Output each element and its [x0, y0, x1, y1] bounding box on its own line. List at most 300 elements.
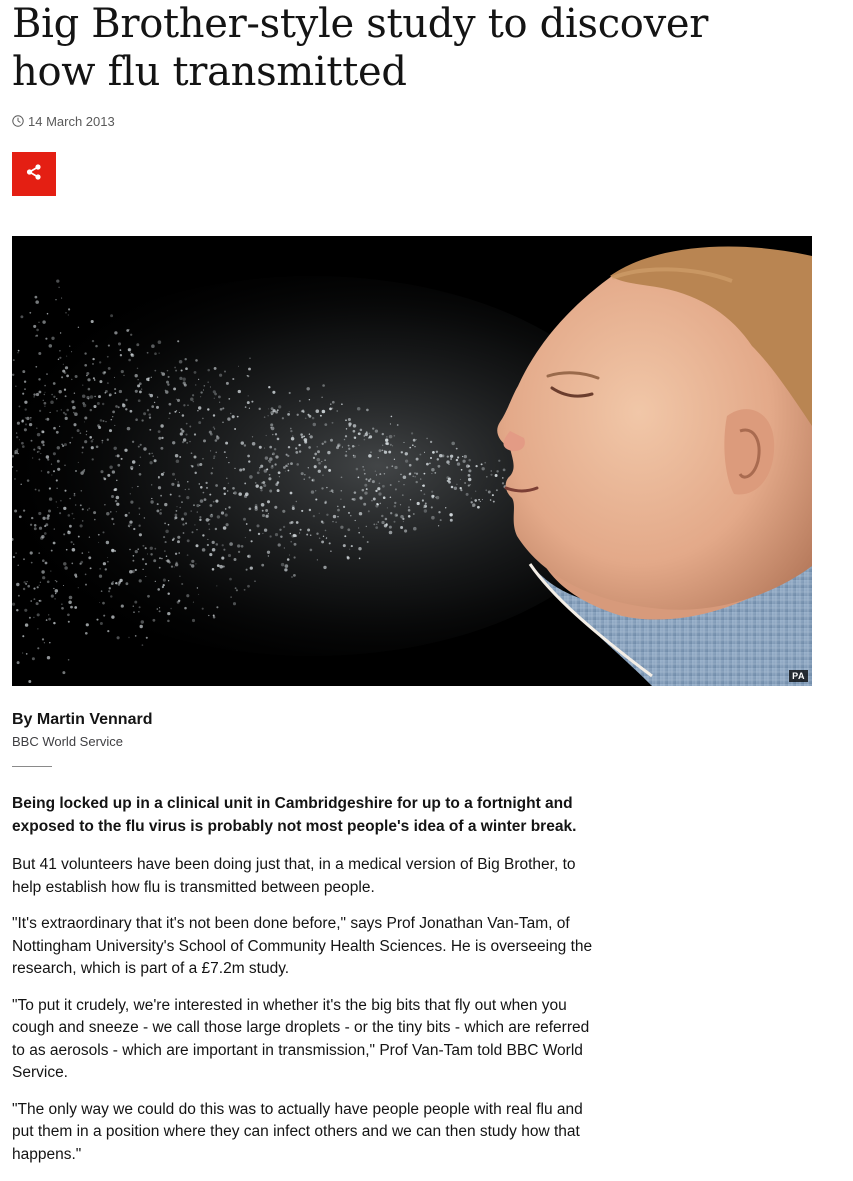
droplet: [245, 406, 247, 408]
droplet: [315, 498, 317, 500]
droplet: [261, 482, 262, 483]
image-credit: PA: [789, 670, 808, 682]
droplet: [68, 514, 71, 517]
droplet: [378, 492, 381, 495]
droplet: [69, 498, 71, 500]
droplet: [372, 480, 375, 483]
droplet: [41, 470, 42, 471]
droplet: [207, 381, 209, 383]
droplet: [92, 340, 94, 342]
droplet: [44, 402, 47, 405]
droplet: [395, 514, 398, 517]
droplet: [424, 493, 426, 495]
droplet: [215, 439, 218, 442]
droplet: [413, 439, 416, 442]
droplet: [250, 566, 253, 569]
droplet: [87, 378, 90, 381]
droplet: [150, 394, 153, 397]
droplet: [133, 528, 135, 530]
droplet: [264, 416, 266, 418]
droplet: [159, 607, 160, 608]
droplet: [64, 566, 68, 570]
droplet: [373, 498, 376, 501]
droplet: [413, 513, 415, 515]
droplet: [142, 558, 144, 560]
droplet: [375, 526, 378, 529]
droplet: [340, 499, 341, 500]
droplet: [99, 380, 102, 383]
droplet: [246, 523, 248, 525]
droplet: [197, 410, 198, 411]
droplet: [80, 471, 83, 474]
droplet: [343, 506, 345, 508]
droplet: [135, 550, 138, 553]
droplet: [496, 489, 498, 491]
droplet: [14, 510, 17, 513]
droplet: [412, 444, 414, 446]
droplet: [137, 384, 140, 387]
droplet: [376, 524, 378, 526]
droplet: [80, 524, 83, 527]
droplet: [19, 515, 22, 518]
droplet: [115, 500, 117, 502]
droplet: [194, 524, 195, 525]
droplet: [71, 437, 73, 439]
droplet: [247, 555, 250, 558]
droplet: [137, 486, 138, 487]
droplet: [146, 637, 148, 639]
droplet: [232, 378, 234, 380]
droplet: [37, 446, 40, 449]
droplet: [145, 576, 146, 577]
droplet: [285, 471, 286, 472]
droplet: [161, 473, 164, 476]
droplet: [265, 509, 268, 512]
droplet: [149, 417, 151, 419]
droplet: [175, 563, 178, 566]
droplet: [49, 344, 53, 348]
droplet: [147, 595, 150, 598]
droplet: [317, 446, 318, 447]
droplet: [238, 492, 242, 496]
droplet: [358, 547, 361, 550]
droplet: [413, 476, 414, 477]
droplet: [175, 479, 176, 480]
droplet: [324, 423, 327, 426]
droplet: [178, 495, 180, 497]
droplet: [471, 497, 472, 498]
droplet: [416, 458, 419, 461]
droplet: [438, 465, 441, 468]
droplet: [160, 495, 162, 497]
droplet: [408, 506, 410, 508]
droplet: [164, 551, 165, 552]
droplet: [370, 478, 372, 480]
droplet: [384, 473, 385, 474]
droplet: [114, 331, 117, 334]
droplet: [49, 642, 51, 644]
droplet: [353, 424, 356, 427]
droplet: [298, 444, 300, 446]
droplet: [271, 413, 273, 415]
droplet: [215, 484, 218, 487]
droplet: [332, 492, 333, 493]
droplet: [468, 474, 471, 477]
droplet: [13, 359, 15, 361]
droplet: [53, 396, 55, 398]
droplet: [31, 517, 33, 519]
droplet: [212, 548, 216, 552]
droplet: [291, 576, 293, 578]
droplet: [91, 320, 94, 323]
droplet: [130, 501, 133, 504]
droplet: [44, 385, 46, 387]
droplet: [129, 549, 130, 550]
droplet: [47, 580, 50, 583]
droplet: [321, 397, 322, 398]
droplet: [44, 532, 47, 535]
droplet: [326, 514, 328, 516]
droplet: [503, 469, 506, 472]
droplet: [42, 638, 44, 640]
droplet: [55, 299, 56, 300]
droplet: [403, 476, 407, 480]
droplet: [41, 440, 44, 443]
droplet: [332, 422, 334, 424]
droplet: [29, 423, 32, 426]
droplet: [68, 621, 70, 623]
droplet: [309, 433, 310, 434]
droplet: [315, 490, 316, 491]
droplet: [132, 441, 134, 443]
droplet: [186, 496, 189, 499]
droplet: [194, 472, 196, 474]
droplet: [31, 440, 33, 442]
droplet: [141, 419, 143, 421]
droplet: [61, 603, 62, 604]
droplet: [162, 586, 164, 588]
droplet: [96, 445, 99, 448]
droplet: [468, 459, 471, 462]
droplet: [149, 429, 151, 431]
droplet: [308, 446, 311, 449]
droplet: [102, 531, 104, 533]
droplet: [167, 592, 169, 594]
droplet: [129, 524, 130, 525]
droplet: [198, 421, 201, 424]
droplet: [477, 506, 480, 509]
droplet: [115, 455, 116, 456]
droplet: [29, 617, 31, 619]
droplet: [314, 465, 317, 468]
droplet: [82, 520, 84, 522]
droplet: [40, 453, 41, 454]
droplet: [54, 528, 55, 529]
droplet: [184, 607, 187, 610]
droplet: [24, 381, 26, 383]
droplet: [326, 487, 327, 488]
droplet: [172, 473, 175, 476]
droplet: [112, 411, 115, 414]
droplet: [475, 501, 476, 502]
droplet: [163, 472, 165, 474]
droplet: [111, 518, 113, 520]
droplet: [68, 530, 70, 532]
droplet: [136, 343, 139, 346]
droplet: [36, 602, 39, 605]
droplet: [274, 506, 277, 509]
droplet: [323, 566, 326, 569]
droplet: [203, 389, 204, 390]
droplet: [128, 525, 130, 527]
droplet: [270, 423, 273, 426]
droplet: [175, 370, 177, 372]
droplet: [297, 414, 299, 416]
droplet: [209, 519, 210, 520]
share-button[interactable]: [12, 152, 56, 196]
droplet: [73, 518, 74, 519]
droplet: [182, 377, 185, 380]
droplet: [48, 614, 49, 615]
droplet: [157, 608, 159, 610]
droplet: [471, 501, 473, 503]
droplet: [379, 449, 382, 452]
droplet: [53, 470, 55, 472]
droplet: [115, 405, 118, 408]
droplet: [163, 579, 166, 582]
droplet: [40, 582, 41, 583]
droplet: [95, 345, 98, 348]
droplet: [431, 506, 433, 508]
droplet: [49, 487, 51, 489]
droplet: [364, 439, 366, 441]
droplet: [39, 527, 42, 530]
droplet: [18, 595, 20, 597]
droplet: [478, 499, 480, 501]
droplet: [394, 435, 396, 437]
droplet: [91, 440, 94, 443]
droplet: [466, 493, 469, 496]
droplet: [379, 482, 381, 484]
droplet: [130, 334, 132, 336]
droplet: [462, 460, 465, 463]
droplet: [329, 491, 330, 492]
droplet: [329, 542, 331, 544]
droplet: [181, 369, 183, 371]
droplet: [307, 529, 310, 532]
droplet: [197, 511, 198, 512]
droplet: [348, 512, 350, 514]
droplet: [202, 534, 204, 536]
droplet: [109, 393, 112, 396]
droplet: [445, 507, 446, 508]
body-paragraph: "It's extraordinary that it's not been done before," says Prof Jonathan Van-Tam, of Nottingham University's School of Community Health Sciences. He is overseeing the research, which is part of a £7.2m study.: [12, 915, 593, 977]
droplet: [296, 501, 297, 502]
droplet: [29, 312, 31, 314]
droplet: [82, 446, 84, 448]
droplet: [190, 397, 193, 400]
droplet: [37, 451, 38, 452]
droplet: [108, 590, 110, 592]
droplet: [420, 478, 421, 479]
droplet: [85, 574, 87, 576]
droplet: [326, 537, 327, 538]
droplet: [278, 471, 281, 474]
droplet: [228, 398, 230, 400]
droplet: [38, 512, 41, 515]
droplet: [422, 485, 424, 487]
droplet: [435, 497, 436, 498]
droplet: [133, 605, 134, 606]
droplet: [66, 549, 68, 551]
droplet: [371, 500, 373, 502]
droplet: [296, 521, 299, 524]
droplet: [481, 463, 483, 465]
droplet: [132, 560, 134, 562]
droplet: [46, 517, 49, 520]
droplet: [364, 491, 367, 494]
droplet: [24, 401, 27, 404]
droplet: [50, 412, 51, 413]
droplet: [44, 392, 45, 393]
droplet: [181, 501, 182, 502]
droplet: [460, 479, 461, 480]
droplet: [17, 661, 20, 664]
droplet: [37, 586, 39, 588]
droplet: [404, 484, 405, 485]
droplet: [346, 428, 347, 429]
droplet: [77, 429, 80, 432]
droplet: [215, 452, 216, 453]
droplet: [148, 413, 151, 416]
droplet: [290, 541, 292, 543]
droplet: [71, 400, 74, 403]
droplet: [120, 354, 122, 356]
droplet: [330, 550, 332, 552]
droplet: [241, 441, 244, 444]
droplet: [62, 445, 64, 447]
droplet: [113, 447, 116, 450]
droplet: [132, 487, 133, 488]
droplet: [498, 460, 500, 462]
droplet: [385, 439, 388, 442]
droplet: [116, 480, 117, 481]
droplet: [264, 529, 267, 532]
droplet: [306, 387, 309, 390]
droplet: [416, 439, 417, 440]
droplet: [304, 474, 305, 475]
droplet: [234, 468, 235, 469]
droplet: [104, 371, 106, 373]
droplet: [292, 505, 295, 508]
droplet: [281, 563, 284, 566]
droplet: [25, 423, 27, 425]
droplet: [56, 431, 59, 434]
droplet: [431, 516, 435, 520]
droplet: [150, 547, 153, 550]
droplet: [88, 556, 91, 559]
droplet: [158, 476, 160, 478]
droplet: [107, 382, 109, 384]
droplet: [15, 386, 16, 387]
droplet: [160, 424, 163, 427]
droplet: [400, 474, 402, 476]
droplet: [377, 504, 379, 506]
droplet: [237, 416, 239, 418]
droplet: [41, 570, 44, 573]
droplet: [99, 602, 100, 603]
droplet: [98, 395, 101, 398]
droplet: [212, 541, 215, 544]
droplet: [242, 468, 245, 471]
droplet: [182, 523, 184, 525]
droplet: [18, 565, 19, 566]
droplet: [369, 435, 372, 438]
droplet: [37, 613, 40, 616]
droplet: [65, 366, 68, 369]
droplet: [446, 460, 449, 463]
droplet: [135, 418, 138, 421]
droplet: [391, 465, 393, 467]
droplet: [102, 602, 105, 605]
droplet: [306, 534, 308, 536]
droplet: [243, 518, 246, 521]
droplet: [219, 374, 222, 377]
droplet: [294, 556, 296, 558]
droplet: [157, 396, 158, 397]
droplet: [304, 438, 308, 442]
droplet: [401, 451, 403, 453]
droplet: [246, 569, 248, 571]
droplet: [220, 408, 223, 411]
droplet: [200, 486, 203, 489]
droplet: [223, 487, 226, 490]
droplet: [46, 418, 49, 421]
droplet: [394, 505, 396, 507]
droplet: [167, 383, 169, 385]
droplet: [35, 489, 37, 491]
droplet: [63, 562, 66, 565]
droplet: [75, 470, 77, 472]
droplet: [256, 524, 259, 527]
droplet: [172, 441, 175, 444]
droplet: [64, 389, 66, 391]
droplet: [63, 412, 65, 414]
lead-paragraph: Being locked up in a clinical unit in Cambridgeshire for up to a fortnight and exposed to the flu virus is probably not most people's idea of a winter break.: [12, 795, 577, 835]
droplet: [366, 409, 369, 412]
droplet: [100, 622, 103, 625]
body-paragraph: But 41 volunteers have been doing just that, in a medical version of Big Brother, to help establish how flu is transmitted between people.: [12, 856, 576, 896]
droplet: [92, 358, 94, 360]
droplet: [386, 523, 388, 525]
droplet: [341, 490, 343, 492]
droplet: [275, 455, 278, 458]
droplet: [296, 463, 299, 466]
droplet: [16, 452, 18, 454]
droplet: [258, 533, 260, 535]
droplet: [337, 443, 340, 446]
droplet: [61, 607, 64, 610]
droplet: [262, 514, 265, 517]
droplet: [59, 426, 60, 427]
droplet: [426, 463, 429, 466]
droplet: [482, 499, 483, 500]
droplet: [44, 406, 45, 407]
droplet: [114, 377, 115, 378]
droplet: [63, 533, 65, 535]
droplet: [179, 507, 181, 509]
droplet: [165, 541, 167, 543]
